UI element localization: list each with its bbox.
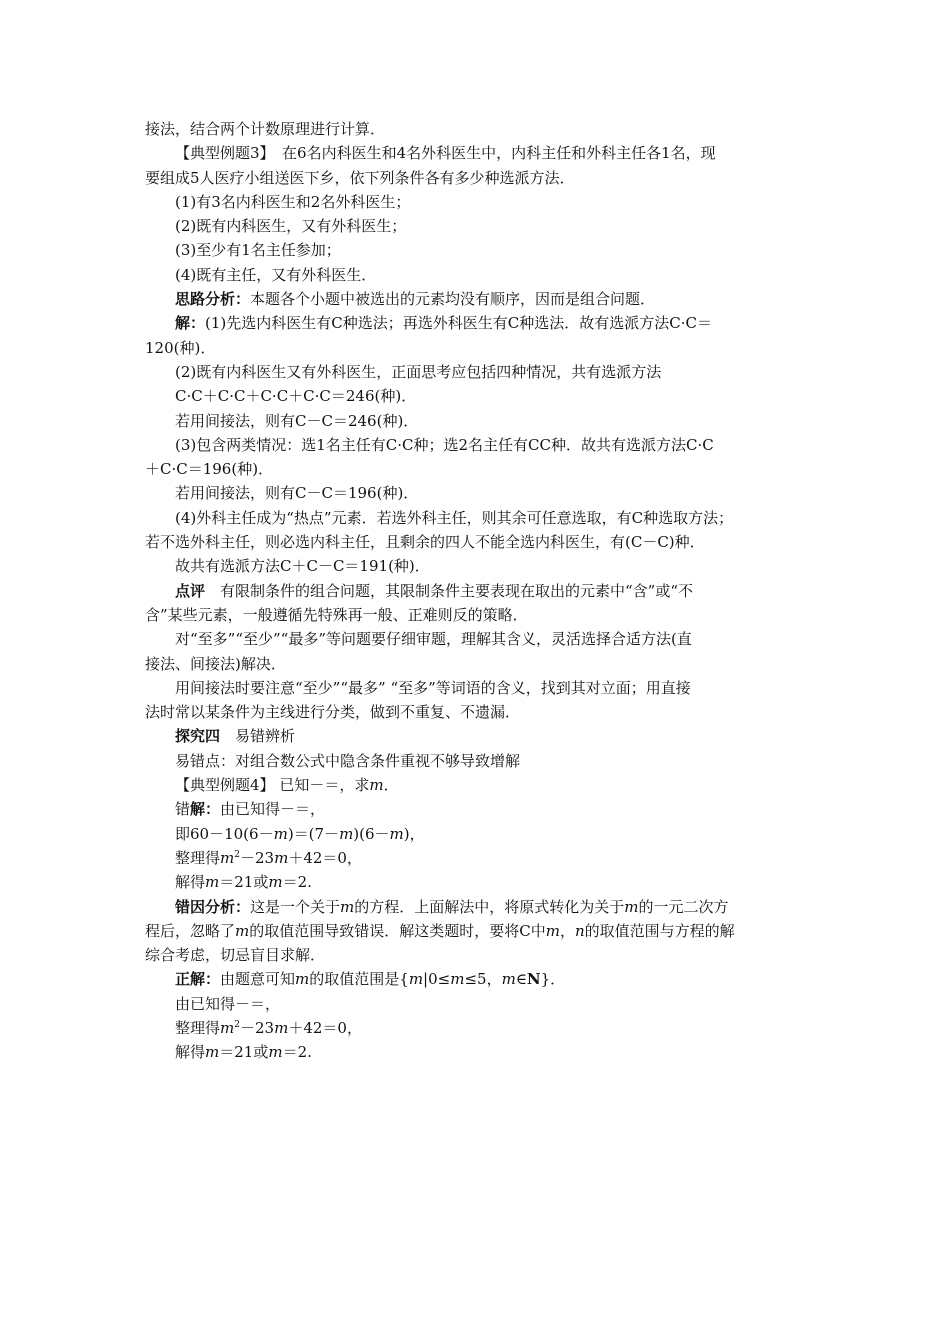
text: 由已知得－＝，: [175, 994, 281, 1013]
text: (4)外科主任成为“热点”元素．若选外科主任，则其余可任意选取，有C种选取方法；: [175, 508, 734, 527]
solution-line-6: [145, 433, 811, 457]
text: －23: [239, 848, 275, 867]
section-label: 探究四: [175, 727, 221, 746]
wrong-solution-line-3: [145, 846, 811, 870]
text: ＋C·C＝196(种)．: [145, 460, 274, 479]
condition-4: [145, 263, 811, 287]
comment-line-1: [145, 579, 811, 603]
var-m: m: [205, 1043, 220, 1062]
text: (4)既有主任，又有外科医生．: [175, 265, 377, 284]
text: (2)既有内科医生，又有外科医生；: [175, 217, 407, 236]
example-4-heading: [145, 773, 811, 797]
text: )＝(7－: [287, 824, 340, 843]
comment-line-2: [145, 603, 811, 627]
var-m: m: [220, 848, 235, 867]
var-m: m: [205, 873, 220, 892]
var-m: m: [273, 824, 288, 843]
text: ．: [383, 776, 399, 795]
wrong-solution-line-2: [145, 822, 811, 846]
wrong-solution-line-4: [145, 870, 811, 894]
text: }．: [540, 970, 566, 989]
text: 的取值范围导致错误．解这类题时，要将C中: [249, 921, 546, 940]
text: 整理得: [175, 848, 221, 867]
text: 已知－＝，求: [279, 776, 370, 795]
text: 若用间接法，则有C－C＝196(种)．: [175, 484, 419, 503]
text: 含”某些元素，一般遵循先特殊再一般、正难则反的策略．: [145, 605, 528, 624]
document-body: [145, 117, 811, 1065]
solution-line-2: [145, 336, 811, 360]
exponent: 2: [234, 1019, 240, 1030]
text: (3)至少有1名主任参加；: [175, 241, 341, 260]
wrong-label: 错: [175, 800, 191, 819]
var-m: m: [408, 970, 424, 989]
text: 在6名内科医生和4名外科医生中，内科主任和外科主任各1名，现: [267, 144, 716, 163]
text: 若用间接法，则有C－C＝246(种)．: [175, 411, 419, 430]
correct-solution-line-3: [145, 1016, 811, 1040]
solution-line-3: [145, 360, 811, 384]
var-m: m: [339, 824, 354, 843]
analysis-line: [145, 287, 811, 311]
var-m: m: [545, 921, 560, 940]
comment-label: 点评: [175, 581, 206, 600]
var-m: m: [274, 848, 289, 867]
text: 120(种)．: [145, 338, 216, 357]
text: －23: [239, 1018, 275, 1037]
error-analysis-line-1: [145, 895, 811, 919]
solution-line-1: [145, 311, 811, 335]
text: C·C＋C·C＋C·C＋C·C＝246(种)．: [175, 387, 417, 406]
text: 由已知得－＝，: [220, 800, 326, 819]
text: )(6－: [353, 824, 390, 843]
text: 的取值范围与方程的解: [584, 921, 735, 940]
text: ＝2.: [282, 873, 312, 892]
solution-line-10: [145, 530, 811, 554]
var-m: m: [389, 824, 404, 843]
wrong-label-bold: 解：: [190, 800, 221, 819]
var-m: m: [369, 776, 384, 795]
error-analysis-line-3: [145, 943, 811, 967]
wrong-solution-line-1: [145, 797, 811, 821]
text: 整理得: [175, 1018, 221, 1037]
correct-solution-label: 正解：: [175, 970, 221, 989]
var-m: m: [235, 921, 250, 940]
var-m: m: [268, 873, 283, 892]
var-m: m: [274, 1018, 289, 1037]
var-m: m: [268, 1043, 283, 1062]
text: |0≤: [423, 970, 451, 989]
solution-line-11: [145, 554, 811, 578]
solution-line-7: [145, 457, 811, 481]
text: ≤5，: [464, 970, 502, 989]
text: 对“至多”“至少”“最多”等问题要仔细审题，理解其含义，灵活选择合适方法(直: [175, 630, 692, 649]
solution-line-8: [145, 481, 811, 505]
text: 解得: [175, 1043, 206, 1062]
text: 接法、间接法)解决．: [145, 654, 286, 673]
correct-solution-line-1: [145, 967, 811, 991]
text: 接法，结合两个计数原理进行计算．: [145, 120, 386, 138]
condition-3: [145, 238, 811, 262]
example-tag: 【典型例题3】: [175, 144, 268, 163]
text: 综合考虑，切忌盲目求解．: [145, 946, 326, 965]
text: (1)有3名内科医生和2名外科医生；: [175, 192, 411, 211]
text: 要组成5人医疗小组送医下乡，依下列条件各有多少种选派方法．: [145, 168, 575, 187]
text: ∈: [515, 970, 527, 989]
text: ，: [559, 921, 575, 940]
solution-line-4: [145, 384, 811, 408]
text: (2)既有内科医生又有外科医生，正面思考应包括四种情况，共有选派方法: [175, 362, 662, 381]
correct-solution-line-4: [145, 1040, 811, 1064]
text: 的取值范围是{: [309, 970, 409, 989]
text: 这是一个关于: [250, 897, 341, 916]
text: ＋42＝0，: [288, 1018, 362, 1037]
set-N: N: [526, 970, 541, 989]
text: 故共有选派方法C＋C－C＝191(种)．: [175, 557, 430, 576]
solution-line-5: [145, 409, 811, 433]
var-m: m: [501, 970, 516, 989]
text: 法时常以某条件为主线进行分类，做到不重复、不遗漏．: [145, 703, 521, 722]
correct-solution-line-2: [145, 992, 811, 1016]
var-m: m: [295, 970, 310, 989]
analysis-label: 思路分析：: [175, 290, 251, 309]
var-m: m: [340, 897, 355, 916]
solution-line-9: [145, 506, 811, 530]
text: (3)包含两类情况：选1名主任有C·C种；选2名主任有CC种．故共有选派方法C·C: [175, 435, 714, 454]
text: 的方程．上面解法中，将原式转化为关于: [354, 897, 625, 916]
text: 易错点：对组合数公式中隐含条件重视不够导致增解: [175, 751, 521, 770]
paragraph-line-3: [145, 166, 811, 190]
section-heading: [145, 724, 811, 748]
error-analysis-line-2: [145, 919, 811, 943]
exponent: 2: [234, 849, 240, 860]
pitfall-line: [145, 749, 811, 773]
solution-label: 解：: [175, 314, 206, 333]
condition-1: [145, 190, 811, 214]
text: 若不选外科主任，则必选内科主任，且剩余的四人不能全选内科医生，有(C－C)种．: [145, 533, 705, 552]
text: (1)先选内科医生有C种选法；再选外科医生有C种选法．故有选派方法C·C＝: [205, 314, 712, 333]
text: 易错辨析: [220, 727, 296, 746]
var-n: n: [574, 921, 585, 940]
text: 有限制条件的组合问题，其限制条件主要表现在取出的元素中“含”或“不: [205, 581, 694, 600]
comment-line-4: [145, 652, 811, 676]
var-m: m: [220, 1018, 235, 1037]
comment-line-5: [145, 676, 811, 700]
comment-line-3: [145, 627, 811, 651]
text: ＝21或: [219, 1043, 269, 1062]
condition-2: [145, 214, 811, 238]
text: 解得: [175, 873, 206, 892]
text: )，: [403, 824, 425, 843]
text: 即60－10(6－: [175, 824, 274, 843]
text: 由题意可知: [220, 970, 296, 989]
text: ＝21或: [219, 873, 269, 892]
text: 用间接法时要注意“至少”“最多” “至多”等词语的含义，找到其对立面；用直接: [175, 678, 691, 697]
paragraph-line-1: [145, 117, 811, 141]
text: 本题各个小题中被选出的元素均没有顺序，因而是组合问题．: [250, 290, 656, 309]
text: ＝2.: [282, 1043, 312, 1062]
var-m: m: [450, 970, 465, 989]
example-3-heading: [145, 141, 811, 165]
example-tag: 【典型例题4】: [175, 776, 275, 795]
text: 程后，忽略了: [145, 921, 236, 940]
text: ＋42＝0，: [288, 848, 362, 867]
comment-line-6: [145, 700, 811, 724]
var-m: m: [624, 897, 639, 916]
error-analysis-label: 错因分析：: [175, 897, 251, 916]
text: 的一元二次方: [638, 897, 729, 916]
